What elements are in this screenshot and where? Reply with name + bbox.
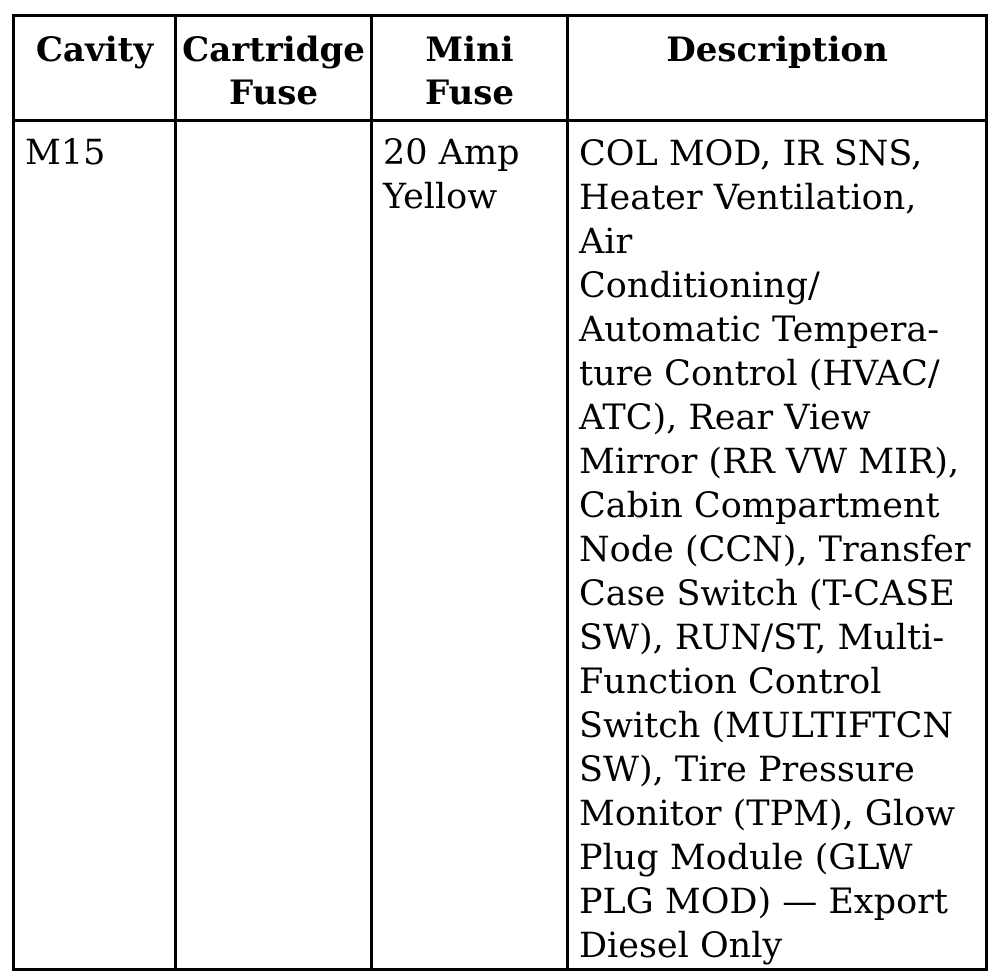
header-cavity (14, 16, 176, 121)
header-description (568, 16, 987, 121)
cell-description (568, 121, 987, 970)
header-cartridge-fuse (176, 16, 372, 121)
mini-fuse-rating: 20 Amp (383, 133, 520, 173)
description-line: PLG MOD) — Export (579, 882, 948, 922)
fuse-table (12, 14, 988, 971)
description-line: SW), RUN/ST, Multi- (579, 618, 945, 658)
description-line: ATC), Rear View (579, 398, 871, 438)
header-mini-line1: Mini (425, 30, 514, 70)
description-line: Automatic Tempera- (579, 310, 940, 350)
description-line: ture Control (HVAC/ (579, 354, 940, 394)
header-cartridge-line2: Fuse (228, 73, 319, 113)
description-line: Diesel Only (579, 926, 783, 966)
description-line: SW), Tire Pressure (579, 750, 915, 790)
header-cartridge-line1: Cartridge (182, 30, 365, 70)
header-mini-line2: Fuse (424, 73, 515, 113)
header-description-label: Description (666, 30, 888, 70)
table-row (14, 121, 987, 970)
cell-cavity: M15 (14, 121, 176, 970)
description-line: Heater Ventilation, Air (579, 178, 917, 262)
description-line: Conditioning/ (579, 266, 820, 306)
description-line: Plug Module (GLW (579, 838, 913, 878)
mini-fuse-color: Yellow (383, 177, 498, 217)
header-mini-fuse (372, 16, 568, 121)
description-line: Mirror (RR VW MIR), (579, 442, 960, 482)
table-header-row (14, 16, 987, 121)
description-line: Monitor (TPM), Glow (579, 794, 956, 834)
description-line: Node (CCN), Transfer (579, 530, 971, 570)
description-line: Case Switch (T-CASE (579, 574, 955, 614)
cell-cartridge-fuse (176, 121, 372, 970)
header-cavity-label: Cavity (35, 30, 154, 70)
description-line: COL MOD, IR SNS, (579, 134, 923, 174)
description-line: Cabin Compartment (579, 486, 940, 526)
cell-mini-fuse (372, 121, 568, 970)
description-line: Function Control (579, 662, 882, 702)
description-line: Switch (MULTIFTCN (579, 706, 954, 746)
